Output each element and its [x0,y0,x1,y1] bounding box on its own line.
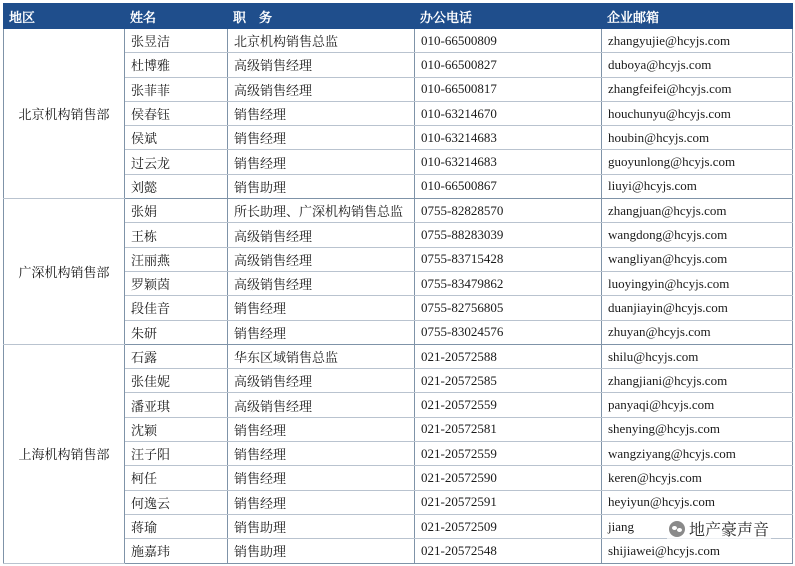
region-cell: 上海机构销售部 [4,344,125,563]
email-cell: wangliyan@hcyjs.com [602,247,793,271]
email-cell: zhangjuan@hcyjs.com [602,199,793,223]
phone-cell: 0755-83024576 [415,320,602,344]
phone-cell: 021-20572581 [415,417,602,441]
title-cell: 销售经理 [228,442,415,466]
email-cell: shilu@hcyjs.com [602,344,793,368]
table-header-row [4,4,793,29]
email-cell: shijiawei@hcyjs.com [602,539,793,563]
name-cell: 张菲菲 [125,77,228,101]
email-cell: houchunyu@hcyjs.com [602,101,793,125]
title-cell: 高级销售经理 [228,53,415,77]
phone-cell: 0755-83479862 [415,271,602,295]
title-cell: 高级销售经理 [228,271,415,295]
watermark [667,517,771,540]
email-cell: houbin@hcyjs.com [602,126,793,150]
phone-cell: 0755-82828570 [415,199,602,223]
phone-cell: 021-20572548 [415,539,602,563]
name-cell: 过云龙 [125,150,228,174]
phone-cell: 0755-88283039 [415,223,602,247]
title-cell: 销售助理 [228,514,415,538]
email-cell: jiang [602,514,793,538]
header-name: 姓名 [125,4,228,29]
phone-cell: 0755-83715428 [415,247,602,271]
phone-cell: 010-66500817 [415,77,602,101]
name-cell: 侯春钰 [125,101,228,125]
name-cell: 汪丽燕 [125,247,228,271]
region-cell: 广深机构销售部 [4,199,125,345]
phone-cell: 021-20572590 [415,466,602,490]
title-cell: 所长助理、广深机构销售总监 [228,199,415,223]
phone-cell: 021-20572559 [415,393,602,417]
name-cell: 潘亚琪 [125,393,228,417]
email-cell: zhangyujie@hcyjs.com [602,29,793,53]
email-cell: zhangjiani@hcyjs.com [602,369,793,393]
name-cell: 张娟 [125,199,228,223]
title-cell: 销售助理 [228,174,415,198]
name-cell: 汪子阳 [125,442,228,466]
title-cell: 销售经理 [228,296,415,320]
phone-cell: 010-63214683 [415,126,602,150]
title-cell: 销售经理 [228,320,415,344]
contacts-table [3,3,793,564]
title-cell: 高级销售经理 [228,393,415,417]
email-cell: duanjiayin@hcyjs.com [602,296,793,320]
name-cell: 王栋 [125,223,228,247]
name-cell: 蒋瑜 [125,514,228,538]
name-cell: 何逸云 [125,490,228,514]
email-cell: zhangfeifei@hcyjs.com [602,77,793,101]
name-cell: 柯任 [125,466,228,490]
email-cell: guoyunlong@hcyjs.com [602,150,793,174]
phone-cell: 010-63214670 [415,101,602,125]
region-cell: 北京机构销售部 [4,29,125,199]
title-cell: 华东区域销售总监 [228,344,415,368]
name-cell: 张佳妮 [125,369,228,393]
title-cell: 销售经理 [228,490,415,514]
phone-cell: 021-20572585 [415,369,602,393]
name-cell: 杜博雅 [125,53,228,77]
header-region: 地区 [4,4,125,29]
phone-cell: 0755-82756805 [415,296,602,320]
name-cell: 石露 [125,344,228,368]
phone-cell: 010-66500809 [415,29,602,53]
email-cell: keren@hcyjs.com [602,466,793,490]
header-phone: 办公电话 [415,4,602,29]
phone-cell: 010-66500867 [415,174,602,198]
header-title: 职 务 [228,4,415,29]
name-cell: 沈颖 [125,417,228,441]
email-cell: heyiyun@hcyjs.com [602,490,793,514]
title-cell: 销售经理 [228,150,415,174]
phone-cell: 021-20572591 [415,490,602,514]
title-cell: 销售助理 [228,539,415,563]
phone-cell: 010-63214683 [415,150,602,174]
phone-cell: 010-66500827 [415,53,602,77]
title-cell: 高级销售经理 [228,77,415,101]
email-cell: wangdong@hcyjs.com [602,223,793,247]
phone-cell: 021-20572588 [415,344,602,368]
name-cell: 刘懿 [125,174,228,198]
phone-cell: 021-20572559 [415,442,602,466]
title-cell: 销售经理 [228,466,415,490]
name-cell: 侯斌 [125,126,228,150]
name-cell: 张昱洁 [125,29,228,53]
email-cell: duboya@hcyjs.com [602,53,793,77]
name-cell: 段佳音 [125,296,228,320]
email-cell: shenying@hcyjs.com [602,417,793,441]
table-body [4,29,793,564]
email-cell: zhuyan@hcyjs.com [602,320,793,344]
title-cell: 高级销售经理 [228,247,415,271]
name-cell: 朱研 [125,320,228,344]
email-cell: liuyi@hcyjs.com [602,174,793,198]
email-cell: luoyingyin@hcyjs.com [602,271,793,295]
table-row [4,199,793,223]
wechat-icon [669,521,685,537]
title-cell: 高级销售经理 [228,369,415,393]
name-cell: 罗颖茵 [125,271,228,295]
watermark-text: 地产豪声音 [688,520,769,539]
table-row [4,29,793,53]
email-cell: wangziyang@hcyjs.com [602,442,793,466]
email-cell: panyaqi@hcyjs.com [602,393,793,417]
title-cell: 销售经理 [228,126,415,150]
title-cell: 销售经理 [228,101,415,125]
name-cell: 施嘉玮 [125,539,228,563]
table-row [4,344,793,368]
header-email: 企业邮箱 [602,4,793,29]
phone-cell: 021-20572509 [415,514,602,538]
title-cell: 销售经理 [228,417,415,441]
title-cell: 北京机构销售总监 [228,29,415,53]
title-cell: 高级销售经理 [228,223,415,247]
